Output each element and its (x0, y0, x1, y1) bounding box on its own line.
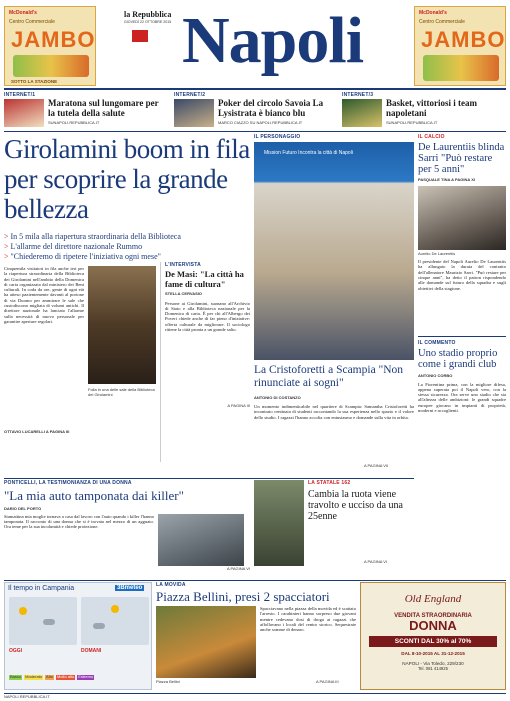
cristoforetti-photo (254, 142, 414, 360)
calcio-photo-caption: Aurelio De Laurentiis (418, 250, 456, 256)
sun-icon (19, 607, 27, 615)
ad-line3: SCONTI DAL 30% al 70% (369, 636, 497, 647)
footer-rule (4, 693, 506, 694)
sun-icon (111, 605, 119, 613)
meteo-map-today (9, 597, 77, 645)
interview-author: STELLA CERVASIO (165, 291, 203, 296)
ponticelli-title: "La mia auto tamponata dai killer" (4, 488, 184, 503)
meteo-day-tomorrow: DOMANI (81, 648, 102, 654)
ad-brand: Old England (404, 593, 462, 605)
statale-photo (254, 480, 304, 566)
city-title: Napoli (182, 4, 364, 77)
commento-title: Uno stadio proprio come i grandi club (418, 348, 498, 370)
cloud-icon (43, 619, 55, 625)
ponticelli-author: DARIO DEL PORTO (4, 506, 42, 511)
ponticelli-page: A PAGINA VI (226, 565, 250, 571)
left-promo-ad[interactable] (4, 6, 96, 86)
mcdonalds-logo: McDonald's (419, 10, 447, 16)
movida-page: A PAGINA III (316, 679, 339, 684)
old-england-ad[interactable] (360, 582, 506, 690)
personaggio-body: Un momento indimenticabile nel quartiere di Scampia: Samantha Cristoforetti ha incontrato centinaia di studenti raccontando la sua esperienza nello spazio e il valore dello studio. I ragazzi l'hanno accolta con entusiasmo e domande sulla vita in orbita. (254, 404, 414, 420)
calcio-title: De Laurentiis blinda Sarri "Può restare per 5 anni" (418, 142, 505, 175)
ponticelli-story[interactable] (4, 480, 250, 576)
calcio-body: Il presidente del Napoli Aurelio De Laurentiis ha allungato la durata del contratto dell'allenatore Maurizio Sarri. "Può restare per cinque anni", ha detto il patron rispondendo alle domande sul futuro della squadra e sugli obiettivi della stagione. (418, 259, 506, 291)
statale-story[interactable] (254, 480, 414, 570)
meteo-day-today: OGGI (9, 648, 23, 654)
calcio-story[interactable] (418, 134, 506, 334)
teaser-source: MARCO CIAZZO SU NAPOLI.REPUBBLICA.IT (218, 120, 303, 125)
teaser-title: Basket, vittoriosi i team napoletani (386, 98, 477, 118)
teaser-source: SUNAPOLI.REPUBBLICA.IT (48, 120, 100, 125)
teaser-bar (4, 91, 506, 129)
photo-banner-text: Mission Futuro Incontra la città di Napoli (264, 150, 353, 156)
movida-photo (156, 606, 256, 678)
interview-page: A PAGINA III (227, 402, 250, 408)
commento-author: ANTONIO CORBO (418, 373, 453, 378)
promo-line: SOTTO LA STAZIONE (11, 79, 58, 84)
main-body: Cinquemila visitatori in fila anche ieri per la riapertura straordinaria della Biblioteca dei Girolamini nell'ambito della Domenica di carta organizzata dal ministero dei Beni culturali. In coda da ore, gente di ogni età ha atteso pazientemente davanti al portone di via Duomo per ammirare le sale che custodiscono migliaia di volumi antichi. Il direttore nazionale ha lanciato l'allarme sulla necessità di nuovo personale per garantire aperture regolari. (4, 266, 84, 324)
teaser-kicker: INTERNET/1 (4, 92, 36, 98)
bullet-3: > "Chiederemo di ripetere l'iniziativa ogni mese" (4, 252, 161, 261)
teaser-source: SUNAPOLI.REPUBBLICA.IT (386, 120, 438, 125)
teaser-kicker: INTERNET/3 (342, 92, 374, 98)
bullet-marker: > (4, 232, 11, 241)
main-headline: Girolamini boom in fila per scoprire la grande bellezza (4, 134, 250, 224)
statale-kicker: LA STATALE 162 (308, 480, 351, 486)
teaser-title: Maratona sul lungomare per la tutela della salute (48, 98, 159, 118)
ad-line2: DONNA (409, 618, 457, 633)
teaser-kicker: INTERNET/2 (174, 92, 206, 98)
movida-photo-caption: Piazza Bellini (156, 679, 180, 684)
ad-line4: DAL 8-10-2015 AL 31-12-2015 (401, 651, 465, 656)
legend-very-high: Molto alto (56, 674, 75, 679)
library-photo-caption: Folla in una delle sale della Biblioteca dei Girolamini (88, 387, 155, 397)
library-photo (88, 266, 156, 384)
bullet-marker: > (4, 242, 11, 251)
cloud-icon (93, 623, 105, 629)
movida-kicker: LA MOVIDA (156, 582, 186, 588)
personaggio-kicker: IL PERSONAGGIO (254, 134, 301, 140)
paper-name: la Repubblica (124, 10, 172, 19)
mcdonalds-logo: McDonald's (9, 10, 37, 16)
edition-badge (132, 30, 148, 42)
ad-phone: Tel. 081 414925 (418, 666, 448, 671)
legend-moderate: Moderato (25, 674, 43, 679)
personaggio-page: A PAGINA VII (364, 463, 389, 468)
meteo-box[interactable] (4, 582, 152, 690)
main-byline: OTTAVIO LUCARELLI A PAGINA III (4, 429, 70, 434)
ad-address: NAPOLI - Via Toledo, 229/230 (402, 661, 464, 666)
promo-illustration (13, 55, 89, 77)
bottom-rule (4, 580, 506, 581)
ad-line1: VENDITA STRAORDINARIA (394, 613, 472, 619)
interview-body: Persone ai Girolamini, suonano all'Archivio di Stato e alla Biblioteca nazionale per la Domenica di carta. È per chi all'Albergo dei Poveri chiede anche di far pieno d'iniziative: offerta culturale da migliorare. Il sociologo ritiene la città pronta a un grande salto. (165, 300, 250, 333)
de-laurentiis-photo (418, 186, 506, 250)
bullet-marker: > (4, 252, 11, 261)
teaser-3[interactable] (342, 91, 506, 129)
commento-kicker: IL COMMENTO (418, 340, 456, 346)
interview-title: De Masi: "La città ha fame di cultura" (165, 269, 244, 289)
promo-illustration (423, 55, 499, 81)
teaser-photo (174, 99, 214, 127)
personaggio-author: ANTONIO DI COSTANZO (254, 395, 301, 400)
main-story[interactable] (4, 134, 250, 474)
meteo-brand: 3Bmeteo (117, 585, 143, 591)
legend-low: Basso (10, 674, 22, 679)
teaser-photo (4, 99, 44, 127)
masthead-rule (4, 88, 506, 90)
calcio-rule (418, 336, 506, 337)
ponticelli-columns (4, 514, 250, 566)
personaggio-story[interactable] (254, 134, 414, 474)
bullet-1: > In 5 mila alla riapertura straordinaria della Biblioteca (4, 232, 181, 241)
promo-title: JAMBO (421, 27, 506, 52)
movida-body: Spacciavano nella piazza della movida ed è scattato l'arresto. I carabinieri hanno sorpreso due giovani mentre cedevano dosi di droga ai ragazzi che affollavano i locali del centro storico. Sequestrate anche somme di denaro. (260, 606, 356, 633)
bullet-2: > L'allarme del direttore nazionale Rummo (4, 242, 143, 251)
masthead (0, 0, 510, 90)
teaser-rule (4, 131, 506, 132)
ponticelli-photo (158, 514, 244, 566)
ponticelli-body: Stamattina mia moglie tornava a casa dal lavoro con l'auto quando i killer l'hanno tamponata. Il racconto di una donna che si è trovata nel mezzo di un agguato. Ora teme per la sua incolumità e chiede protezione. (4, 513, 154, 530)
movida-title: Piazza Bellini, presi 2 spacciatori (156, 589, 330, 604)
promo-title: JAMBO (11, 27, 96, 52)
teaser-1[interactable] (4, 91, 169, 129)
teaser-photo (342, 99, 382, 127)
issue-date: GIOVEDÌ 22 OTTOBRE 2015 (124, 20, 172, 24)
right-promo-ad[interactable] (414, 6, 506, 86)
movida-story[interactable] (156, 582, 356, 690)
meteo-title: Il tempo in Campania (8, 585, 75, 592)
promo-subtitle: Centro Commerciale (419, 19, 465, 25)
calcio-kicker: IL CALCIO (418, 134, 445, 140)
personaggio-title: La Cristoforetti a Scampia "Non rinunciate ai sogni" (254, 364, 404, 389)
interview-kicker: L'INTERVISTA (165, 262, 201, 268)
promo-subtitle: Centro Commerciale (9, 19, 55, 25)
commento-story[interactable] (418, 340, 506, 474)
legend-high: Alto (46, 674, 53, 679)
meteo-map-tomorrow (81, 597, 149, 645)
legend-extreme: Estremo (78, 674, 94, 679)
ponticelli-kicker: PONTICELLI, LA TESTIMONIANZA DI UNA DONNA (4, 480, 132, 486)
main-bullets (4, 232, 250, 262)
commento-body: La Fiorentina prima, con la migliore difesa, appena superata poi il Napoli vero, con la stessa sicurezza. Ora serve uno stadio che sia all'altezza delle ambizioni: le grandi squadre europee giocano in impianti di proprietà, moderni e accoglienti. (418, 381, 506, 414)
statale-title: Cambia la ruota viene travolto e ucciso da una 25enne (308, 489, 403, 522)
statale-page: A PAGINA VI (364, 559, 388, 564)
interview-box[interactable] (160, 262, 250, 462)
footer-text: NAPOLI.REPUBBLICA.IT (4, 694, 50, 699)
teaser-2[interactable] (174, 91, 339, 129)
calcio-author: PASQUALE TINA A PAGINA XI (418, 177, 476, 182)
teaser-title: Poker del circolo Savoia La Lysistrata è bianco blu (218, 98, 324, 118)
meteo-legend (9, 675, 149, 680)
strip-rule (4, 478, 414, 479)
